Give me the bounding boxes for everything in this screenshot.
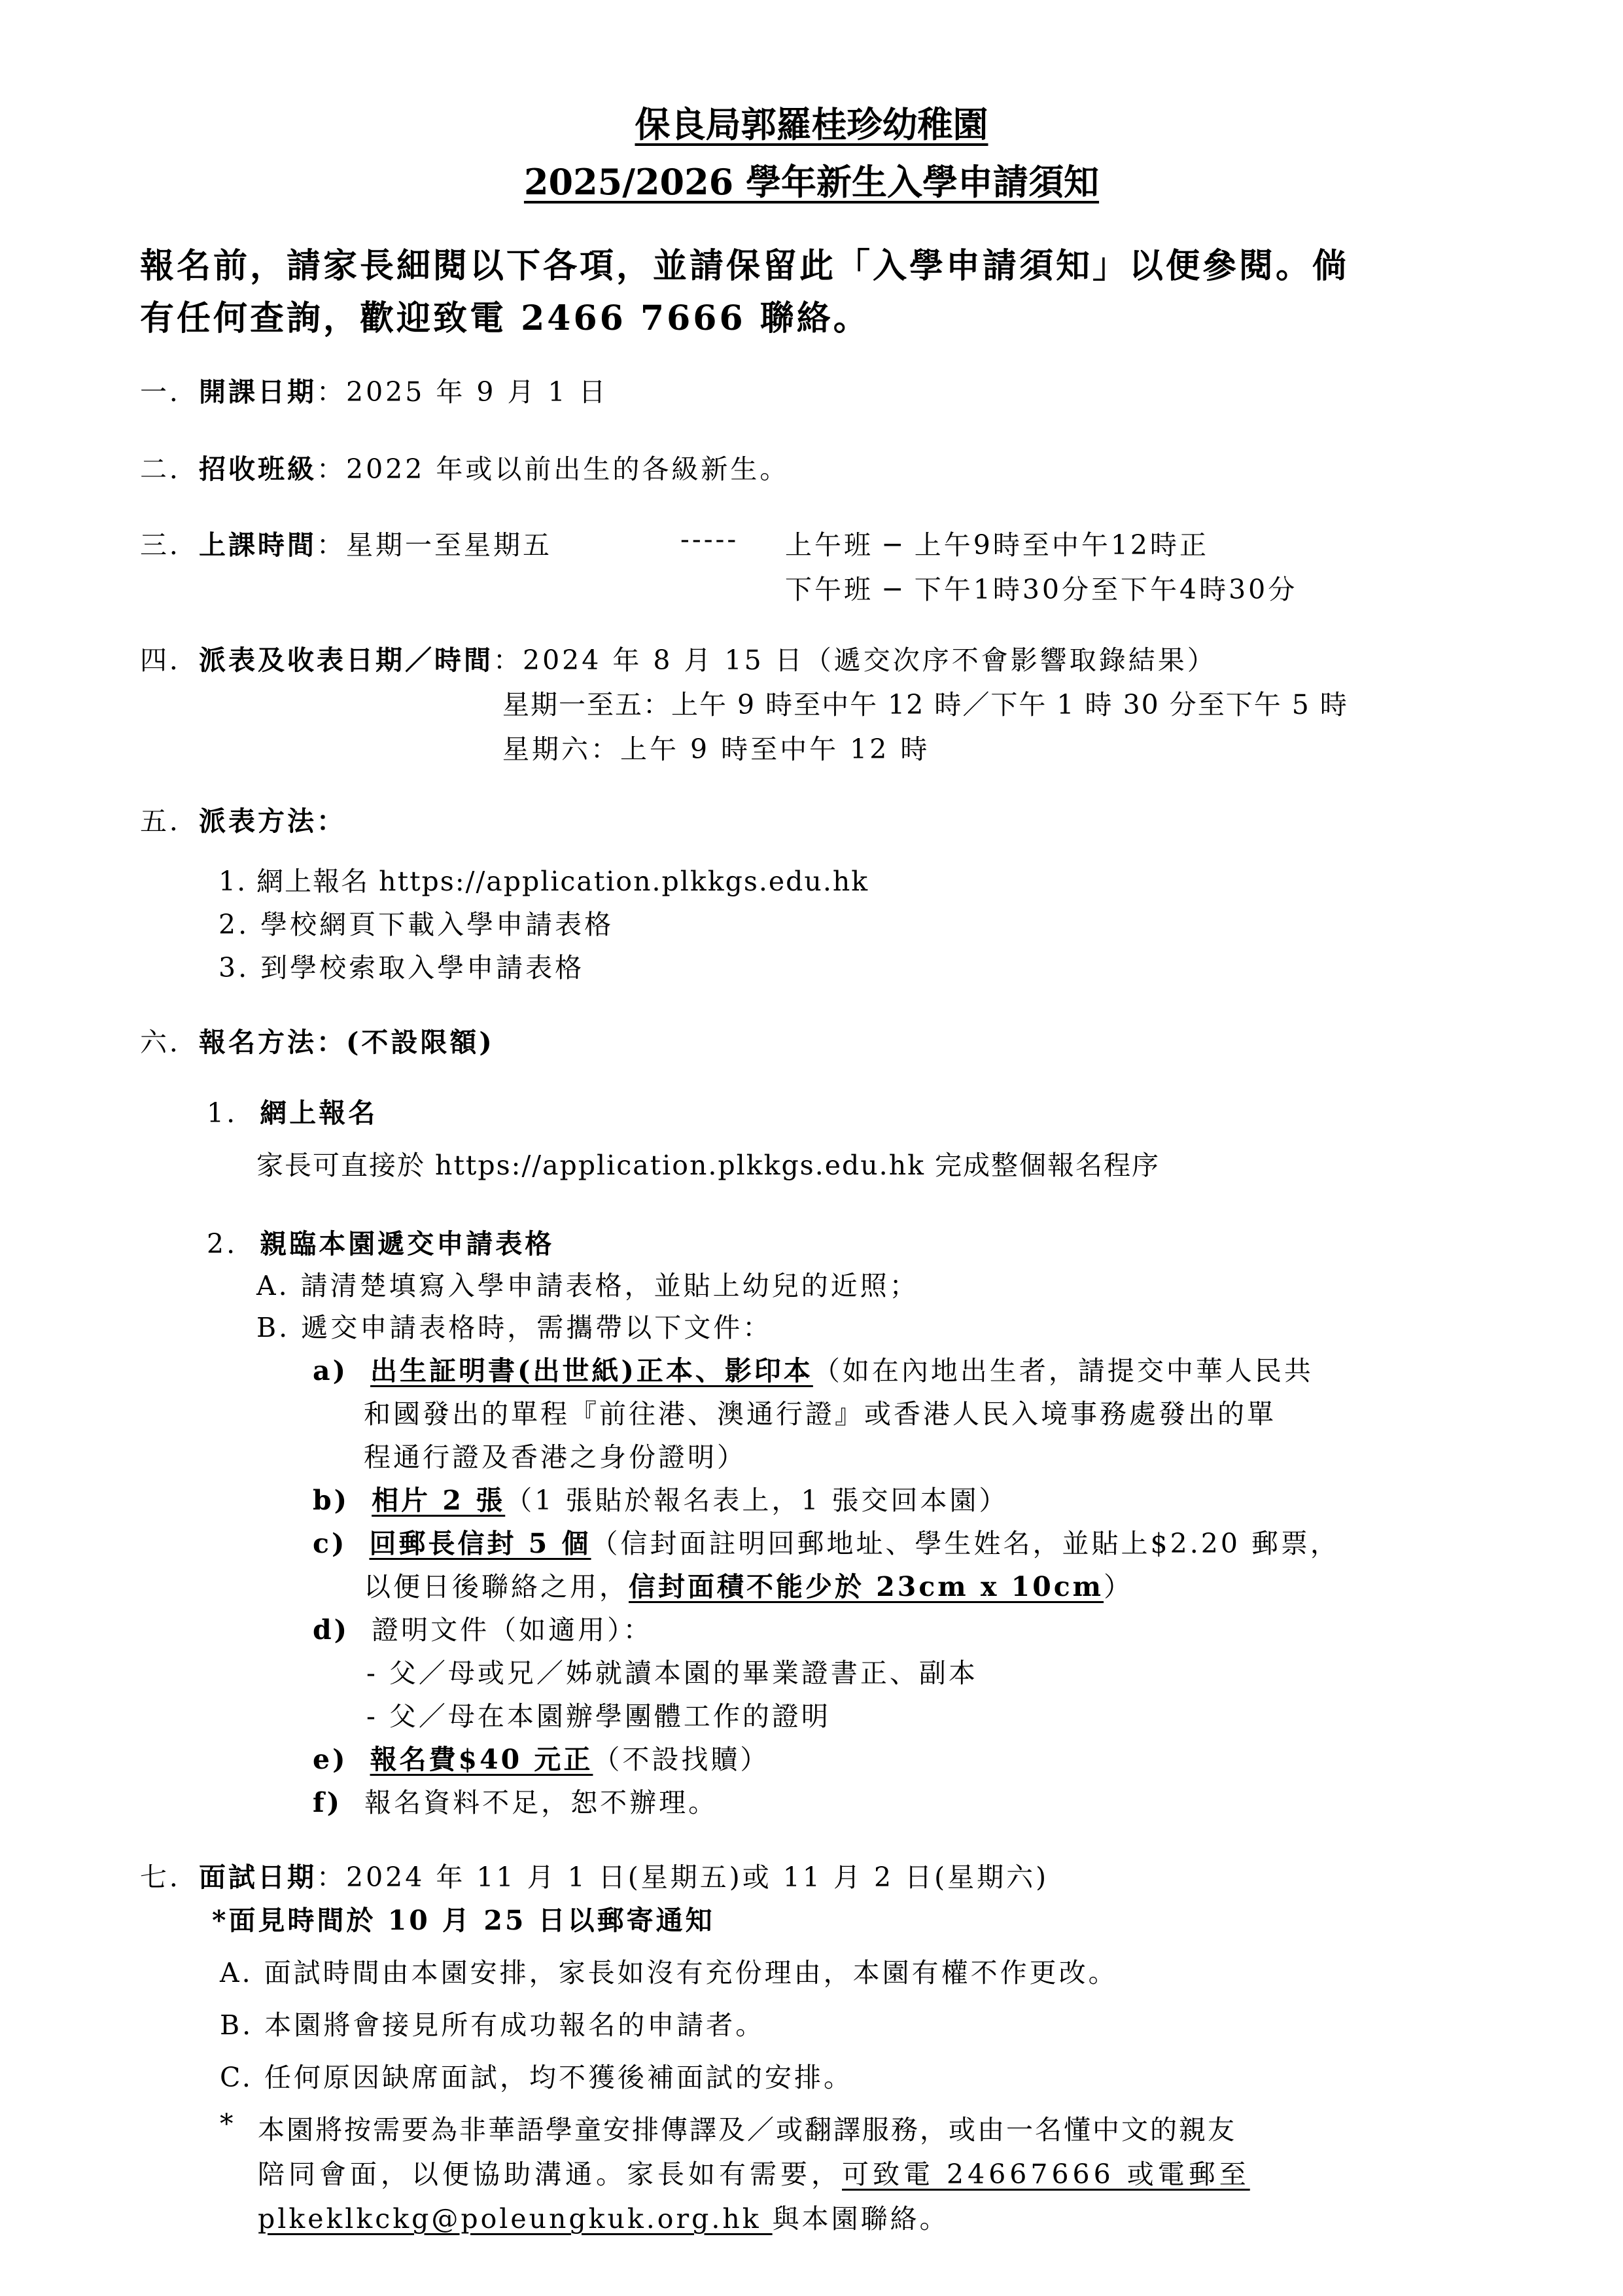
- section-7-note-line-3-text: 與本園聯絡。: [772, 2203, 949, 2234]
- doc-c-envelope-size: 信封面積不能少於 23cm x 10cm: [629, 1571, 1104, 1602]
- document-title: 2025/2026 學年新生入學申請須知: [523, 161, 1100, 203]
- method-2-step-a: A. 請清楚填寫入學申請表格，並貼上幼兒的近照；: [256, 1270, 919, 1301]
- doc-b-label: b): [313, 1485, 350, 1516]
- doc-c-required: 回郵長信封 5 個: [369, 1528, 591, 1559]
- doc-f-text: 報名資料不足，恕不辦理。: [364, 1787, 718, 1818]
- method-2-step-b: B. 遞交申請表格時，需攜帶以下文件：: [256, 1312, 773, 1343]
- section-5-item-1: 1. 網上報名 https://application.plkkgs.edu.hk: [218, 866, 869, 897]
- section-5-item-3: 3. 到學校索取入學申請表格: [218, 952, 585, 983]
- intro-line-2: 有任何查詢，歡迎致電 2466 7666 聯絡。: [140, 298, 870, 338]
- method-1-number: 1.: [207, 1097, 238, 1129]
- section-7-note-line-3: [258, 2197, 949, 2236]
- section-2: [140, 448, 789, 486]
- section-4-text: ：2024 年 8 月 15 日（遞交次序不會影響取錄結果）: [493, 645, 1217, 676]
- doc-e-label: e): [313, 1744, 348, 1775]
- section-5-number: 五．: [140, 805, 199, 837]
- section-1-text: ：2025 年 9 月 1 日: [317, 376, 608, 408]
- section-3-number: 三．: [140, 529, 199, 561]
- doc-c-line-2-end: ）: [1104, 1571, 1134, 1602]
- doc-b: [313, 1479, 1008, 1517]
- doc-f: [313, 1781, 718, 1820]
- doc-b-required: 相片 2 張: [372, 1485, 506, 1516]
- section-4: [140, 639, 1217, 677]
- section-2-label: 招收班級: [199, 453, 317, 485]
- section-1: [140, 370, 608, 409]
- method-1-heading: [207, 1091, 377, 1130]
- section-7-notice: *面見時間於 10 月 25 日以郵寄通知: [212, 1905, 715, 1936]
- section-1-label: 開課日期: [199, 376, 317, 408]
- section-3-label: 上課時間: [199, 529, 317, 561]
- doc-d-item-1: - 父／母或兄／姊就讀本園的畢業證書正、副本: [366, 1657, 978, 1689]
- doc-a-label: a): [313, 1355, 348, 1386]
- section-2-text: ：2022 年或以前出生的各級新生。: [317, 453, 790, 485]
- section-6-number: 六．: [140, 1027, 199, 1058]
- section-6: [140, 1021, 495, 1059]
- method-1-text: 家長可直接於 https://application.plkkgs.edu.hk 完成整個報名程序: [256, 1150, 1160, 1181]
- doc-c: [313, 1522, 1340, 1561]
- section-7-number: 七．: [140, 1862, 199, 1893]
- method-2-number: 2.: [207, 1228, 238, 1260]
- doc-e-text: （不設找贖）: [593, 1744, 770, 1775]
- section-7-contact-email[interactable]: plkeklkckg@poleungkuk.org.hk: [258, 2203, 773, 2234]
- doc-e-fee: 報名費$40 元正: [370, 1744, 593, 1775]
- doc-c-line-2-text: 以便日後聯絡之用，: [364, 1571, 629, 1602]
- doc-a-text: （如在內地出生者，請提交中華人民共: [812, 1355, 1314, 1386]
- section-4-label: 派表及收表日期／時間: [199, 645, 493, 676]
- method-2-title: 親臨本園遞交申請表格: [260, 1228, 555, 1260]
- section-4-saturday-hours: 星期六：上午 9 時至中午 12 時: [502, 733, 930, 765]
- section-4-weekday-hours: 星期一至五：上午 9 時至中午 12 時／下午 1 時 30 分至下午 5 時: [502, 689, 1348, 720]
- section-7-note-line-2-text: 陪同會面，以便協助溝通。家長如有需要，: [258, 2159, 842, 2190]
- method-1-title: 網上報名: [260, 1097, 378, 1129]
- section-4-number: 四．: [140, 645, 199, 676]
- section-5-item-2: 2. 學校網頁下載入學申請表格: [218, 909, 614, 940]
- section-2-number: 二．: [140, 453, 199, 485]
- section-7-item-c: C. 任何原因缺席面試，均不獲後補面試的安排。: [220, 2062, 853, 2093]
- section-7-note-line-2: [258, 2153, 1250, 2191]
- doc-a-line-2: 和國發出的單程『前往港、澳通行證』或香港人民入境事務處發出的單: [364, 1398, 1276, 1430]
- doc-d-label: d): [313, 1614, 350, 1646]
- doc-f-label: f): [313, 1787, 343, 1818]
- section-7-contact-phone: 可致電 24667666 或電郵至: [842, 2159, 1250, 2190]
- school-name: 保良局郭羅桂珍幼稚園: [635, 103, 988, 145]
- doc-a: [313, 1349, 1314, 1388]
- doc-a-required: 出生証明書(出世紙)正本、影印本: [370, 1355, 813, 1386]
- section-1-number: 一．: [140, 376, 199, 408]
- doc-d: [313, 1608, 653, 1647]
- doc-c-text: （信封面註明回郵地址、學生姓名，並貼上$2.20 郵票，: [591, 1528, 1340, 1559]
- section-5-label: 派表方法：: [199, 805, 346, 837]
- section-3: [140, 523, 552, 562]
- doc-a-line-3: 程通行證及香港之身份證明）: [364, 1441, 746, 1473]
- method-2-heading: [207, 1222, 554, 1261]
- section-5: [140, 800, 346, 838]
- doc-d-text: 證明文件（如適用）：: [372, 1614, 653, 1646]
- section-7-note-line-1: 本園將按需要為非華語學童安排傳譯及／或翻譯服務，或由一名懂中文的親友: [258, 2114, 1236, 2146]
- doc-c-line-2: [364, 1565, 1133, 1604]
- section-7-note-star: *: [220, 2108, 236, 2140]
- doc-b-text: （1 張貼於報名表上，1 張交回本園）: [505, 1485, 1009, 1516]
- section-3-dash: -----: [680, 523, 739, 555]
- doc-e: [313, 1738, 769, 1776]
- section-7: [140, 1856, 1049, 1894]
- doc-d-item-2: - 父／母在本園辦學團體工作的證明: [366, 1701, 831, 1732]
- section-6-note: ：(不設限額): [317, 1027, 495, 1058]
- intro-line-1: 報名前，請家長細閱以下各項，並請保留此「入學申請須知」以便參閱。倘: [140, 246, 1350, 286]
- section-6-label: 報名方法: [199, 1027, 317, 1058]
- section-3-pm-class: 下午班 ─ 下午1時30分至下午4時30分: [785, 574, 1298, 605]
- section-7-item-b: B. 本園將會接見所有成功報名的申請者。: [220, 2009, 765, 2041]
- section-7-label: 面試日期: [199, 1862, 317, 1893]
- doc-c-label: c): [313, 1528, 347, 1559]
- section-7-item-a: A. 面試時間由本園安排，家長如沒有充份理由，本園有權不作更改。: [220, 1957, 1118, 1988]
- section-3-days: ：星期一至星期五: [317, 529, 552, 561]
- section-3-am-class: 上午班 ─ 上午9時至中午12時正: [785, 529, 1210, 561]
- section-7-text: ：2024 年 11 月 1 日(星期五)或 11 月 2 日(星期六): [317, 1862, 1049, 1893]
